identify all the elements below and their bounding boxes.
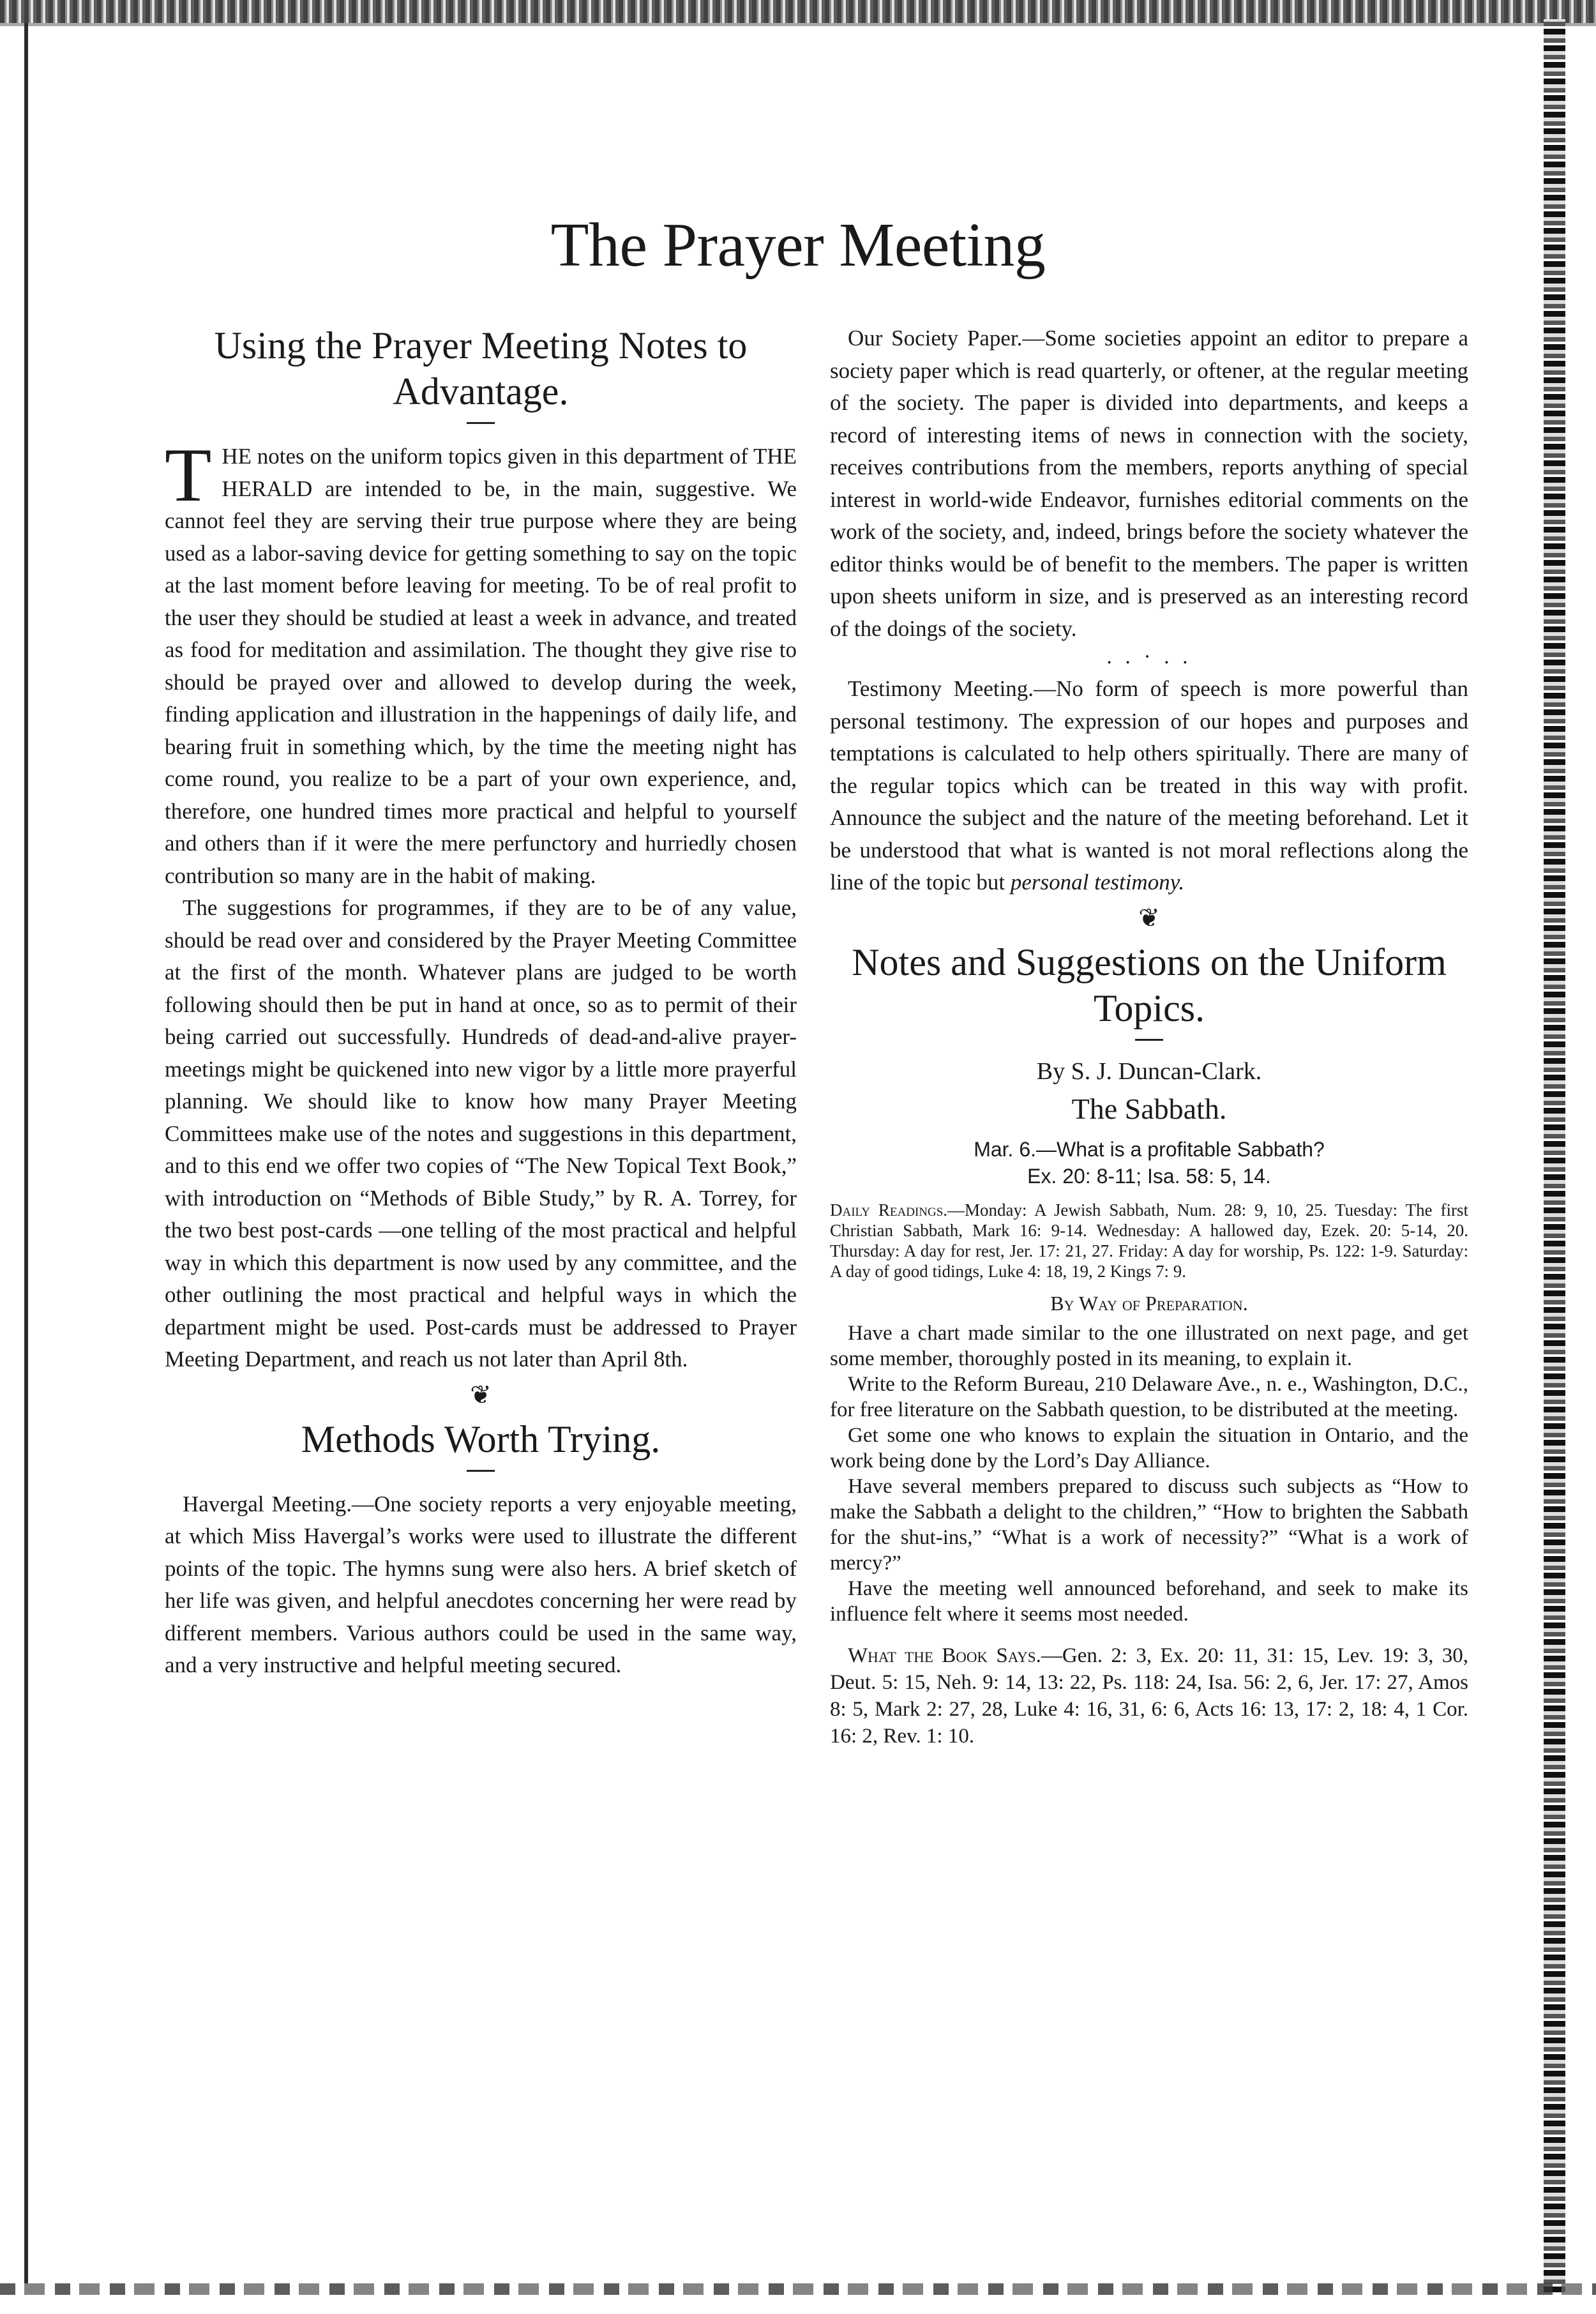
scan-border-top (0, 0, 1596, 23)
left-column (165, 322, 797, 1682)
scan-border-right (1544, 19, 1565, 2292)
paragraph-havergal-meeting (165, 1488, 797, 1682)
book-references-label: What the Book Says. (848, 1644, 1041, 1667)
preparation-item: Write to the Reform Bureau, 210 Delaware Ave., n. e., Washington, D.C., for free literature on the Sabbath question, to be distributed at the meeting. (830, 1372, 1468, 1421)
title-rule (1135, 1039, 1163, 1041)
section-title-notes-suggestions: Notes and Suggestions on the Uniform Topics. (852, 941, 1447, 1029)
section-title-using-notes: Using the Prayer Meeting Notes to Advantage. (214, 324, 748, 412)
italic-emphasis: personal testimony. (1010, 870, 1185, 895)
daily-readings-label: Daily Readings. (830, 1200, 948, 1220)
right-column (830, 322, 1468, 1750)
lesson-scripture: Ex. 20: 8-11; Isa. 58: 5, 14. (1027, 1164, 1271, 1188)
fleuron-ornament-icon: ❦ (1138, 903, 1160, 932)
scan-border-bottom (0, 2283, 1596, 2295)
paragraph-text: —No form of speech is more powerful than personal testimony. The expression of our hopes and purposes and temptations is calculated to help others spiritually. There are many of the regular topics which can be treated in this way with profit. Announce the subject and the nature of the meeting beforehand. Let it be understood that what is wanted is not moral reflections along the line of the topic but (830, 676, 1468, 895)
paragraph-text: —One society reports a very enjoyable meeting, at which Miss Havergal’s works were used to illustrate the different points of the topic. The hymns sung were also hers. A brief sketch of her life was given, and helpful anecdotes concerning her were read by different members. Various authors could be used in the same way, and a very instructive and helpful meeting secured. (165, 1491, 797, 1677)
book-references (830, 1642, 1468, 1750)
section-title-methods: Methods Worth Trying. (301, 1418, 661, 1460)
preparation-item: Have a chart made similar to the one illustrated on next page, and get some member, thoroughly posted in its meaning, to explain it. (830, 1321, 1468, 1370)
fleuron-ornament-icon: ❦ (470, 1380, 492, 1409)
lesson-reference (830, 1136, 1468, 1190)
preparation-item: Have several members prepared to discuss such subjects as “How to make the Sabbath a delight to the children,” “How to brighten the Sabbath for the shut-ins,” “What is a work of necessity?” “What is a work of mercy?” (830, 1474, 1468, 1575)
page-title: The Prayer Meeting (550, 211, 1046, 280)
title-rule (467, 422, 495, 424)
scan-border-left (24, 23, 28, 2283)
run-in-heading: Havergal Meeting. (183, 1491, 352, 1516)
lesson-question: Mar. 6.—What is a profitable Sabbath? (974, 1137, 1325, 1161)
preparation-item: Have the meeting well announced beforehand, and seek to make its influence felt where it seems most needed. (830, 1577, 1468, 1626)
author-byline: By S. J. Duncan-Clark. (1036, 1057, 1262, 1085)
run-in-heading: Testimony Meeting. (848, 676, 1034, 701)
daily-readings (830, 1200, 1468, 1282)
paragraph-suggestions: The suggestions for programmes, if they are to be of any value, should be read over and considered by the Prayer Meeting Committee at the first of the month. Whatever plans are judged to be worth following should then be put in hand at once, so as to permit of their being carried out successfully. Hundreds of dead-and-alive prayer-meetings might be quickened into new vigor by a little more prayerful planning. We should like to know how many Prayer Meeting Committees make use of the notes and suggestions in this department, and to this end we offer two copies of “The New Topical Text Book,” with introduction on “Methods of Bible Study,” by R. A. Torrey, for the two best post-cards —one telling of the most practical and helpful way in which this department is now used by any committee, and the other outlining the most practical and helpful ways in which the department might be used. Post-cards must be addressed to Prayer Meeting Department, and reach us not later than April 8th. (165, 895, 797, 1372)
preparation-item: Get some one who knows to explain the situation in Ontario, and the work being done by the Lord’s Day Alliance. (830, 1423, 1468, 1472)
run-in-heading: Our Society Paper. (848, 326, 1023, 351)
paragraph-notes-intro: THE notes on the uniform topics given in this department of THE HERALD are intended to be, in the main, suggestive. We cannot feel they are serving their true purpose where they are being used as a labor-saving device for getting something to say on the topic at the last moment before leaving for meeting. To be of real profit to the user they should be studied at least a week in advance, and treated as food for meditation and assimilation. The thought they give rise to should be prayed over and allowed to develop during the week, finding application and illustration in the happenings of daily life, and bearing fruit in something which, by the time the meeting night has come round, you realize to be a part of your own experience, and, therefore, one hundred times more practical and helpful to yourself and others than if it were the mere perfunctory and hurriedly chosen contribution so many are in the habit of making. (165, 432, 797, 888)
paragraph-society-paper (830, 322, 1468, 645)
paragraph-testimony-meeting (830, 673, 1468, 899)
book-references-text: —Gen. 2: 3, Ex. 20: 11, 31: 15, Lev. 19: 3, 30, Deut. 5: 15, Neh. 9: 14, 13: 22, Ps. 118: 24, Isa. 56: 2, 6, Jer. 17: 27, Amos 8: 5, Mark 2: 27, 28, Luke 4: 16, 31, 6: 6, Acts 16: 13, 17: 2, 18: 4, 1 Cor. 16: 2, Rev. 1: 10. (830, 1644, 1469, 1748)
preparation-heading: By Way of Preparation. (1050, 1291, 1248, 1315)
dot-separator: . . · . . (1106, 645, 1192, 669)
paragraph-text: —Some societies appoint an editor to prepare a society paper which is read quarterly, or oftener, at the regular meeting of the society. The paper is divided into departments, and keeps a record of interesting items of news in connection with the society, receives contributions from the members, reports anything of special interest in world-wide Endeavor, furnishes editorial comments on the work of the society, and, indeed, brings before the society whatever the editor thinks would be of benefit to the members. The paper is written upon sheets uniform in size, and is preserved as an interesting record of the doings of the society. (830, 326, 1468, 641)
topic-heading: The Sabbath. (1071, 1092, 1227, 1125)
daily-readings-text: —Monday: A Jewish Sabbath, Num. 28: 9, 10, 25. Tuesday: The first Christian Sabbath, Mark 16: 9-14. Wednesday: A hallowed day, Ezek. 20: 5-14, 20. Thursday: A day for rest, Jer. 17: 21, 27. Friday: A day for worship, Ps. 122: 1-9. Saturday: A day of good tidings, Luke 4: 18, 19, 2 Kings 7: 9. (830, 1200, 1468, 1281)
title-rule (467, 1470, 495, 1472)
